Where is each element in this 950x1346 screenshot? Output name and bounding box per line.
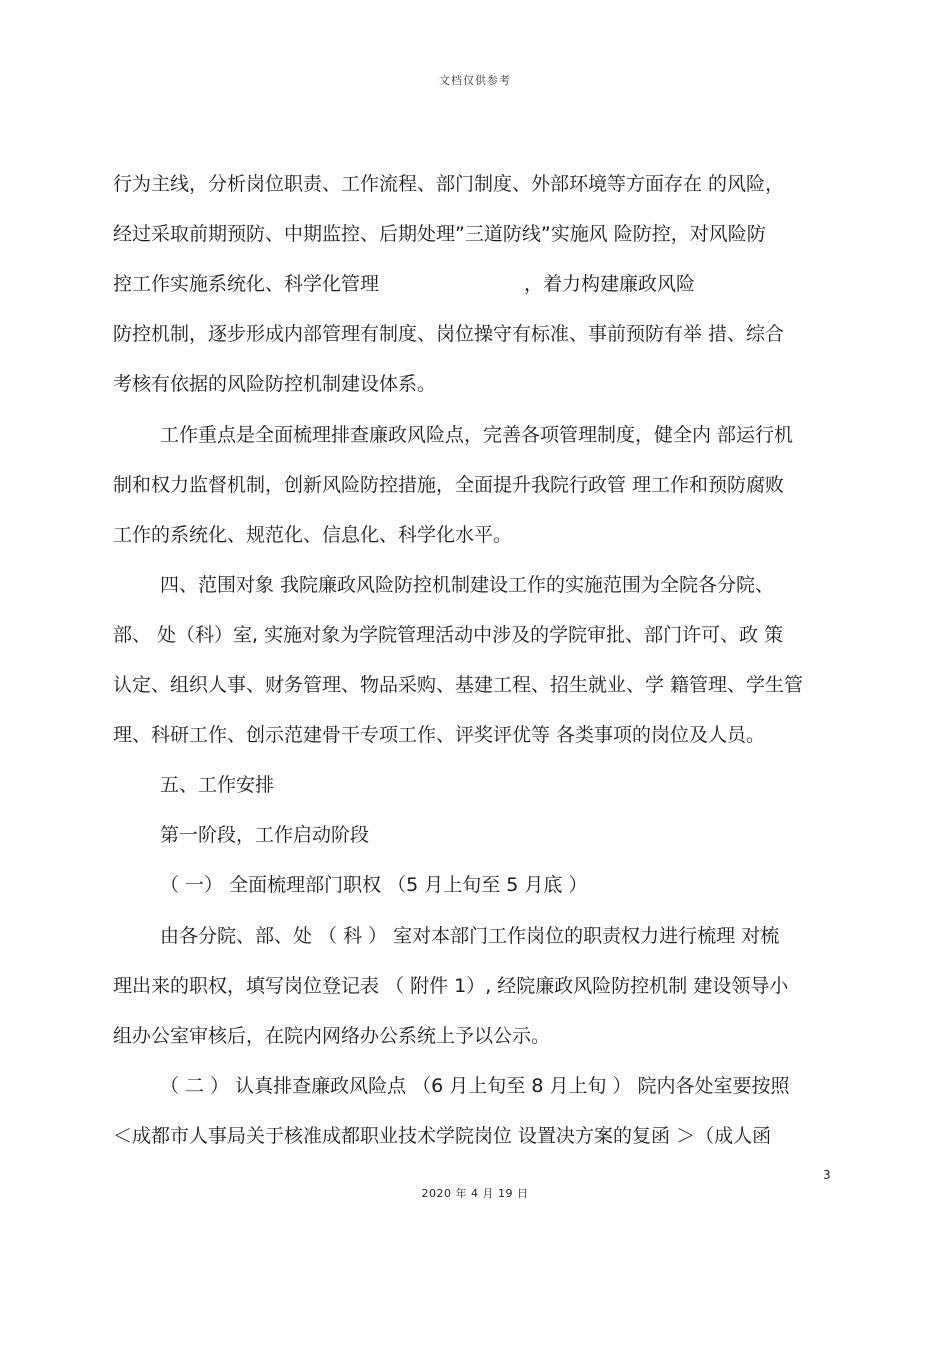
section-heading: 五、工作安排 <box>160 774 275 796</box>
body-line: 考核有依据的风险防控机制建设体系。 <box>113 373 437 395</box>
body-line: ＜成都市人事局关于核准成都职业技术学院岗位 设置决方案的复函 ＞（成人函 <box>113 1125 772 1147</box>
body-line: （ 二 ） 认真排查廉政风险点 （6 月上旬至 8 月上旬 ） 院内各处室要按照 <box>160 1075 790 1097</box>
page-footer-date: 2020 年 4 月 19 日 <box>421 1187 529 1200</box>
item-heading: （ 一） 全面梳理部门职权 （5 月上旬至 5 月底 ） <box>160 874 588 896</box>
body-line: 四、范围对象 我院廉政风险防控机制建设工作的实施范围为全院各分院、 <box>160 574 775 596</box>
subsection-heading: 第一阶段，工作启动阶段 <box>160 824 370 846</box>
body-line: 组办公室审核后，在院内网络办公系统上予以公示。 <box>113 1025 551 1047</box>
page-number: 3 <box>823 1168 831 1182</box>
body-line: 理出来的职权，填写岗位登记表 （ 附件 1）, 经院廉政风险防控机制 建设领导小 <box>113 975 789 997</box>
body-line: 行为主线，分析岗位职责、工作流程、部门制度、外部环境等方面存在 的风险， <box>113 173 785 195</box>
body-line: 理、科研工作、创示范建骨干专项工作、评奖评优等 各类事项的岗位及人员。 <box>113 724 766 746</box>
body-line: 控工作实施系统化、科学化管理 ，着力构建廉政风险 <box>113 273 695 295</box>
body-line: 认定、组织人事、财务管理、物品采购、基建工程、招生就业、学 籍管理、学生管 <box>113 674 804 696</box>
body-line: 工作重点是全面梳理排查廉政风险点，完善各项管理制度，健全内 部运行机 <box>160 424 794 446</box>
body-line: 防控机制，逐步形成内部管理有制度、岗位操守有标准、事前预防有举 措、综合 <box>113 323 785 345</box>
body-line: 制和权力监督机制，创新风险防控措施，全面提升我院行政管 理工作和预防腐败 <box>113 474 785 496</box>
body-line: 工作的系统化、规范化、信息化、科学化水平。 <box>113 524 513 546</box>
body-line: 部、 处（科）室, 实施对象为学院管理活动中涉及的学院审批、部门许可、政 策 <box>113 624 784 646</box>
body-line: 由各分院、部、处 （ 科 ） 室对本部门工作岗位的职责权力进行梳理 对梳 <box>160 925 780 947</box>
body-line: 经过采取前期预防、中期监控、后期处理”三道防线”实施风 险防控，对风险防 <box>113 223 766 245</box>
page-header: 文档仅供参考 <box>439 74 511 87</box>
